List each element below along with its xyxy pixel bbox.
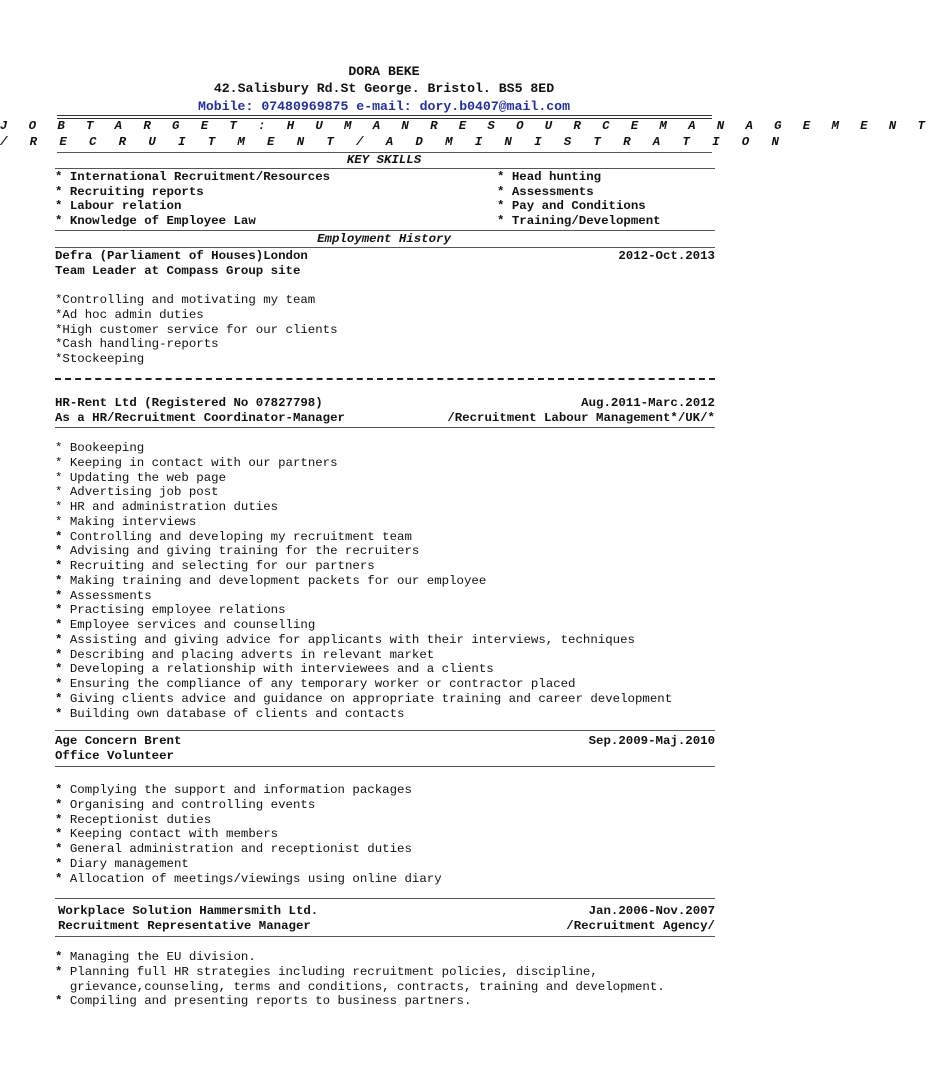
employment-history-title: Employment History — [317, 232, 451, 246]
job-3-role-divider — [55, 766, 715, 767]
key-skills-list — [55, 170, 715, 230]
key-skill: * Assessments — [497, 184, 594, 199]
job-3-role — [55, 749, 715, 764]
key-skills-title: KEY SKILLS — [346, 153, 422, 167]
job-2-divider — [55, 730, 715, 731]
duty-item: * Complying the support and information packages — [55, 783, 412, 797]
job-dates: 2012-Oct.2013 — [618, 249, 715, 263]
job-target-line-1: J O B T A R G E T : H U M A N R E S O U R C E M A N A G E M E N T — [0, 119, 932, 133]
duty-item: * Receptionist duties — [55, 812, 212, 827]
job-1-header — [55, 249, 715, 264]
job-1-duties — [55, 293, 338, 367]
job-1-divider — [55, 378, 715, 380]
duty-item: * Assessments — [55, 588, 152, 603]
duty-item: * Making interviews — [55, 514, 197, 529]
key-skill: * International Recruitment/Resources — [55, 170, 331, 184]
duty-item: * Building own database of clients and contacts — [55, 706, 405, 721]
duty-item: * Controlling and developing my recruitment team — [55, 529, 412, 544]
duty-item: * HR and administration duties — [55, 500, 279, 514]
key-skill: * Labour relation — [55, 199, 182, 214]
key-skills-left-column — [55, 170, 330, 229]
mobile-number: 07480969875 — [261, 99, 349, 114]
duty-item: * Ensuring the compliance of any temporary worker or contractor placed — [55, 677, 576, 691]
job-4-role — [58, 919, 715, 934]
duty-item: * Recruiting and selecting for our partners — [55, 559, 375, 573]
job-role: Office Volunteer — [55, 749, 174, 763]
key-skills-right-column — [497, 170, 661, 229]
key-skills-divider — [55, 168, 715, 169]
duty-item: * Developing a relationship with interviewees and a clients — [55, 662, 494, 677]
duty-item: * General administration and receptionist duties — [55, 842, 412, 856]
job-dates: Jan.2006-Nov.2007 — [588, 904, 715, 918]
mobile-label: Mobile: — [197, 99, 254, 114]
job-3-duties — [55, 783, 442, 886]
key-skill: * Training/Development — [497, 214, 661, 229]
key-skill: * Knowledge of Employee Law — [55, 214, 256, 229]
job-2-role — [55, 411, 715, 426]
key-skill: * Head hunting — [497, 170, 602, 184]
skills-bottom-divider — [55, 230, 715, 231]
duty-item: * Advertising job post — [55, 485, 219, 500]
duty-item: * Describing and placing adverts in relevant market — [55, 647, 435, 662]
duty-item: * Employee services and counselling — [55, 618, 316, 632]
job-employer: Defra (Parliament of Houses)London — [55, 249, 308, 263]
duty-item: grievance,counseling, terms and conditions, contracts, training and development. — [69, 979, 665, 994]
duty-item: * Planning full HR strategies including recruitment policies, discipline, — [55, 964, 598, 979]
candidate-address: 42.Salisbury Rd.St George. Bristol. BS5 8ED — [213, 81, 555, 96]
job-1-role — [55, 264, 715, 279]
duty-item: * Compiling and presenting reports to business partners. — [55, 994, 472, 1009]
job-employer: HR-Rent Ltd (Registered No 07827798) — [55, 396, 323, 410]
duty-item: * Keeping contact with members — [55, 827, 279, 842]
job-employer: Age Concern Brent — [55, 734, 182, 748]
duty-item: * Practising employee relations — [55, 603, 286, 618]
duty-item: * Giving clients advice and guidance on appropriate training and career development — [55, 691, 673, 706]
job-4-role-divider — [55, 936, 715, 937]
job-4-header — [58, 904, 715, 919]
job-role: As a HR/Recruitment Coordinator-Manager — [55, 411, 345, 425]
duty-item: * Assisting and giving advice for applicants with their interviews, techniques — [55, 632, 635, 647]
job-role: Team Leader at Compass Group site — [55, 264, 301, 278]
duty-item: * Managing the EU division. — [55, 950, 256, 964]
duty-item: *Controlling and motivating my team — [55, 293, 316, 307]
job-dates: Sep.2009-Maj.2010 — [588, 734, 715, 748]
job-2-role-divider — [55, 427, 715, 428]
candidate-name: DORA BEKE — [348, 64, 420, 79]
duty-item: * Making training and development packets for our employee — [55, 573, 487, 588]
duty-item: * Advising and giving training for the recruiters — [55, 544, 420, 559]
duty-item: *High customer service for our clients — [55, 322, 338, 337]
duty-item: * Bookeeping — [55, 441, 145, 455]
employment-title-divider — [55, 247, 715, 248]
duty-item: *Cash handling-reports — [55, 337, 219, 352]
duty-item: * Updating the web page — [55, 470, 227, 485]
duty-item: * Allocation of meetings/viewings using online diary — [55, 871, 442, 886]
key-skill: * Recruiting reports — [55, 184, 204, 199]
job-4-duties — [55, 950, 665, 1009]
duty-item: *Ad hoc admin duties — [55, 307, 204, 322]
duty-item: *Stockeeping — [55, 352, 145, 366]
job-3-divider — [55, 898, 715, 899]
job-role-note: /Recruitment Labour Management*/UK/* — [447, 411, 715, 425]
email-address[interactable]: dory.b0407@mail.com — [419, 99, 570, 114]
key-skill: * Pay and Conditions — [497, 199, 646, 214]
job-target-line-2: / R E C R U I T M E N T / A D M I N I S T R A T I O N — [0, 135, 787, 149]
job-2-duties — [55, 441, 672, 721]
contact-line — [0, 99, 768, 115]
job-2-header — [55, 396, 715, 411]
duty-item: * Diary management — [55, 856, 189, 871]
duty-item: * Organising and controlling events — [55, 797, 316, 812]
job-dates: Aug.2011-Marc.2012 — [581, 396, 715, 410]
job-role: Recruitment Representative Manager — [58, 919, 311, 933]
job-employer: Workplace Solution Hammersmith Ltd. — [58, 904, 319, 918]
job-3-header — [55, 734, 715, 749]
duty-item: * Keeping in contact with our partners — [55, 455, 338, 470]
job-role-note: /Recruitment Agency/ — [566, 919, 715, 933]
email-label: e-mail: — [356, 99, 412, 114]
